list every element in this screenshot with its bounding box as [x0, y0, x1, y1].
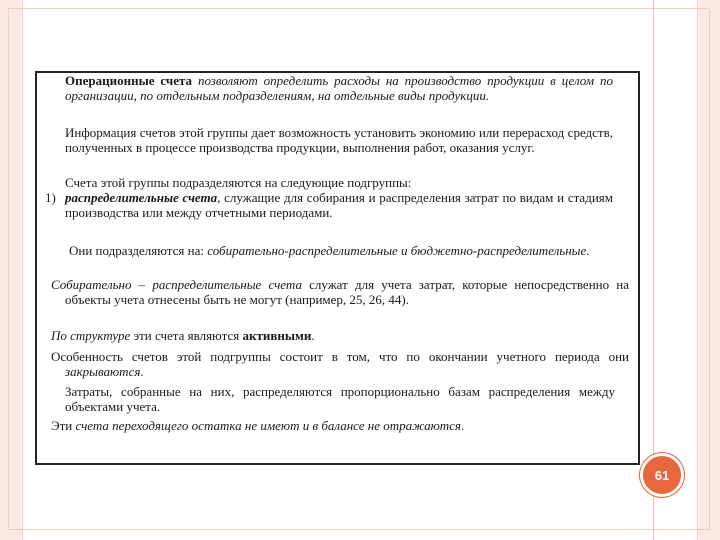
p10-italic: счета переходящего остатка не имеют и в балансе не отражаются [75, 418, 461, 433]
paragraph-operational-accounts [65, 74, 613, 104]
list-item-1-number [45, 191, 56, 206]
term-distribution-accounts: распределительные счета [65, 190, 218, 205]
p8-text: Особенность счетов этой подгруппы состоит в том, что по окончании учетного периода они [51, 349, 629, 364]
p8-italic: закрываются [65, 363, 141, 379]
p10-end: . [460, 418, 465, 433]
p5-italic: собирательно-распределительные и бюджетно-распределительные [207, 243, 587, 258]
paragraph-collective-distribution [51, 278, 629, 308]
page-number: 61 [654, 467, 670, 483]
p3-text: Счета этой группы подразделяются на следующие подгруппы: [65, 175, 412, 190]
p8-end: . [140, 363, 144, 379]
p6-text: служат для учета затрат, которые непосредственно на объекты учета отнесены быть не могут (например, 25, 26, 44). [65, 277, 629, 307]
p10-text: Эти [51, 418, 76, 433]
p6-italic: Собирательно – распределительные счета [51, 277, 302, 292]
p7-text: эти счета являются [130, 328, 243, 343]
paragraph-costs [65, 385, 615, 415]
p7-end: . [311, 328, 315, 343]
paragraph-distribution-accounts [65, 191, 613, 221]
paragraph-subgroups [65, 176, 613, 191]
term-operational-accounts: Операционные счета [65, 73, 193, 88]
p4-text: , служащие для собирания и распределения затрат по видам и стадиям производства или между отчетными периодами. [65, 190, 613, 220]
paragraph-carryover [51, 419, 615, 434]
list-number: 1) [45, 190, 56, 205]
term-active: активными [242, 328, 312, 343]
p1-italic-text: позволяют определить расходы на производство продукции в целом по организации, по отдельным подразделениям, на отдельные виды продукции. [65, 73, 613, 103]
p2-text: Информация счетов этой группы дает возможность установить экономию или перерасход средств, полученных в процессе производства продукции, выполнения работ, оказания услуг. [65, 125, 613, 155]
paragraph-feature [51, 350, 629, 380]
content-box [35, 71, 640, 465]
page-number-badge [640, 453, 684, 497]
paragraph-subdivided [69, 244, 615, 259]
paragraph-information [65, 126, 613, 156]
p7-italic: По структуре [51, 328, 131, 343]
p5-text: Они подразделяются на: [69, 243, 208, 258]
paragraph-structure [51, 329, 615, 344]
p5-end: . [586, 243, 590, 258]
p9-text: Затраты, собранные на них, распределяются пропорционально базам распределения между объектами учета. [65, 384, 615, 414]
